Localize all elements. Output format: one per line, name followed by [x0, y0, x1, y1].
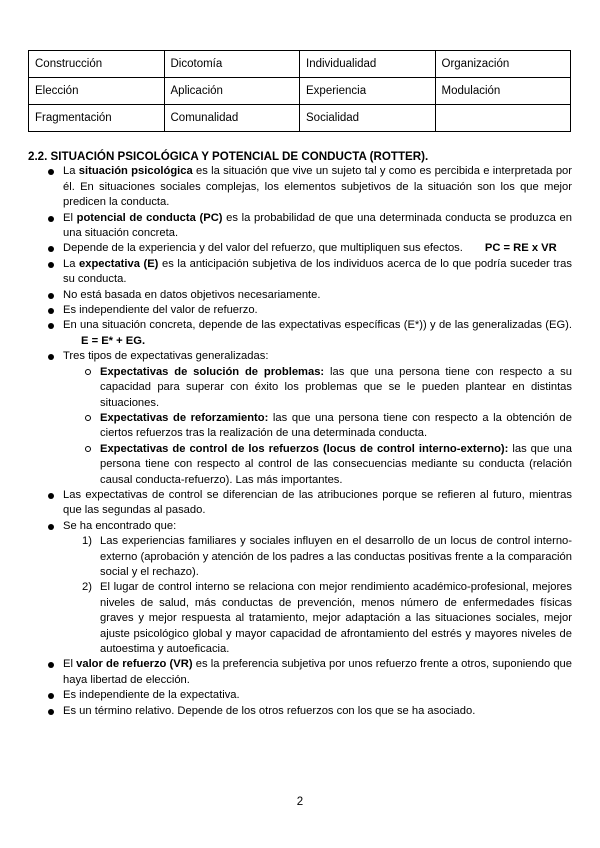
text: El	[63, 658, 77, 671]
constructs-table	[28, 50, 571, 132]
section-content	[28, 149, 572, 719]
list-item: No está basada en datos objetivos necesariamente.	[28, 288, 572, 303]
text: es la anticipación subjetiva de los individuos acerca de lo que podría suceder tras su conducta.	[63, 257, 572, 286]
list-item: Es independiente de la expectativa.	[28, 688, 572, 703]
page-number: 2	[296, 796, 304, 808]
list-item	[28, 164, 572, 210]
text: es la situación que vive un sujeto tal y como es percibida e interpretada por él. En situaciones sociales complejas, los elementos subjetivos de la situación son los que mejor predicen la conducta.	[63, 165, 572, 209]
text: las que una persona tiene con respecto al control de las consecuencias mediante su conducta (relación causal conducta-refuerzo). Las más importantes.	[100, 442, 572, 486]
key-term: Expectativas de control de los refuerzos (locus de control interno-externo):	[100, 442, 509, 455]
text: Se ha encontrado que:	[63, 519, 177, 532]
table-cell: Modulación	[435, 78, 571, 105]
sub-list	[63, 365, 572, 488]
list-item: Es un término relativo. Depende de los otros refuerzos con los que se ha asociado.	[28, 704, 572, 719]
text: La	[63, 257, 79, 270]
text: Depende de la experiencia y del valor del refuerzo, que multipliquen sus efectos.	[63, 242, 463, 255]
text: El	[63, 211, 77, 224]
numbered-list	[63, 534, 572, 657]
list-item	[28, 349, 572, 488]
table-cell: Organización	[435, 51, 571, 78]
key-term: Expectativas de solución de problemas:	[100, 365, 325, 378]
sub-list-item	[63, 442, 572, 488]
list-item	[28, 657, 572, 688]
item-number: 1)	[82, 535, 92, 548]
key-term: potencial de conducta (PC)	[76, 211, 223, 224]
list-item	[28, 257, 572, 288]
key-term: situación psicológica	[78, 165, 193, 178]
text: En una situación concreta, depende de las expectativas específicas (E*)) y de las generalizadas (EG).	[63, 319, 572, 332]
key-term: valor de refuerzo (VR)	[76, 658, 193, 671]
table-cell: Experiencia	[300, 78, 436, 105]
list-item: Las expectativas de control se diferencian de las atribuciones porque se refieren al futuro, mientras que las segundas al pasado.	[28, 488, 572, 519]
list-item: Es independiente del valor de refuerzo.	[28, 303, 572, 318]
table-cell: Construcción	[29, 51, 165, 78]
table-row	[29, 51, 571, 78]
sub-list-item	[63, 365, 572, 411]
table-cell: Elección	[29, 78, 165, 105]
table-row	[29, 105, 571, 132]
text: las que una persona tiene con respecto a su capacidad para superar con éxito los problemas que se le pueden plantear en distintas situaciones.	[100, 365, 572, 409]
text: las que una persona tiene con respecto a la obtención de ciertos refuerzos tras la realización de una determinada conducta.	[100, 411, 572, 440]
sub-list-item	[63, 411, 572, 442]
item-number: 2)	[82, 581, 92, 594]
bullet-list	[28, 164, 572, 719]
text: La	[63, 165, 79, 178]
numbered-item	[63, 534, 572, 580]
formula: E = E* + EG.	[81, 334, 146, 347]
key-term: expectativa (E)	[79, 257, 159, 270]
list-item	[28, 318, 572, 349]
formula: PC = RE x VR	[484, 242, 557, 255]
section-heading: 2.2. SITUACIÓN PSICOLÓGICA Y POTENCIAL DE CONDUCTA (ROTTER).	[28, 150, 429, 163]
table-cell: Dicotomía	[164, 51, 300, 78]
table-cell: Socialidad	[300, 105, 436, 132]
list-item	[28, 211, 572, 242]
list-item	[28, 241, 572, 256]
key-term: Expectativas de reforzamiento:	[100, 411, 269, 424]
text: es la preferencia subjetiva por unos refuerzo frente a otros, suponiendo que haya libertad de elección.	[63, 658, 573, 686]
text: Las experiencias familiares y sociales influyen en el desarrollo de un locus de control interno-externo (aprobación y atención de los padres a las conductas positivas frente a la comparación social y el rechazo).	[100, 535, 572, 578]
numbered-item	[63, 580, 572, 657]
table-cell: Aplicación	[164, 78, 300, 105]
list-item	[28, 519, 572, 658]
text: Tres tipos de expectativas generalizadas:	[63, 350, 269, 363]
text: es la probabilidad de que una determinada conducta se produzca en una situación concreta.	[63, 211, 572, 240]
table-cell	[435, 105, 571, 132]
text: El lugar de control interno se relaciona con mejor rendimiento académico-profesional, mejores niveles de salud, más conductas de prevención, menos número de enfermedades físicas graves y mejor respuesta al tratamiento, mejor adaptación a las situaciones sociales, mejor ajuste psicológico global y mayor capacidad de afrontamiento del estrés y mayores niveles de autoestima y autoeficacia.	[100, 581, 572, 655]
table-cell: Individualidad	[300, 51, 436, 78]
table-cell: Comunalidad	[164, 105, 300, 132]
table-cell: Fragmentación	[29, 105, 165, 132]
table-row	[29, 78, 571, 105]
